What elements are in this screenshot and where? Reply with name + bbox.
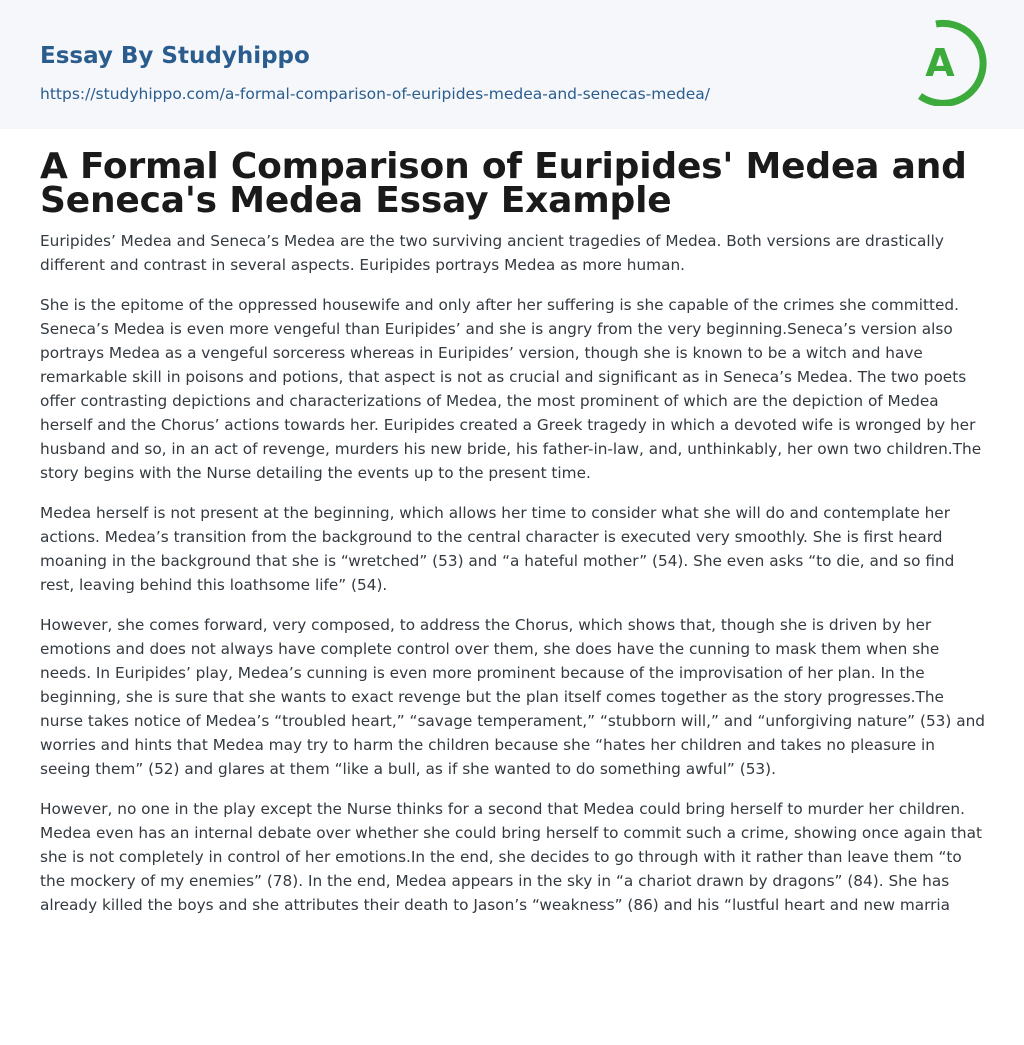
page-title: A Formal Comparison of Euripides' Medea and Seneca's Medea Essay Example <box>40 146 967 221</box>
site-header <box>0 0 1024 129</box>
studyhippo-logo-icon[interactable] <box>912 18 988 106</box>
essay-paragraph: Medea herself is not present at the beginning, which allows her time to consider what she will do and contemplate her actions. Medea’s transition from the background to the central character is executed very smoothly. She is first heard moaning in the background that she is “wretched” (53) and “a hateful mother” (54). She even asks “to die, and so find rest, leaving behind this loathsome life” (54). <box>40 504 955 594</box>
essay-paragraph: However, she comes forward, very composed, to address the Chorus, which shows that, though she is driven by her emotions and does not always have complete control over them, she does have the cunning to mask them when she needs. In Euripides’ play, Medea’s cunning is even more prominent because of the improvisation of her plan. In the beginning, she is sure that she wants to exact revenge but the plan itself comes together as the story progresses.The nurse takes notice of Medea’s “troubled heart,” “savage temperament,” “stubborn will,” and “unforgiving nature” (53) and worries and hints that Medea may try to harm the children because she “hates her children and takes no pleasure in seeing them” (52) and glares at them “like a bull, as if she wanted to do something awful” (53). <box>40 616 986 778</box>
logo-letter: A <box>925 41 955 85</box>
essay-body <box>40 229 988 933</box>
site-brand[interactable]: Essay By Studyhippo <box>40 43 310 69</box>
source-url-link[interactable]: https://studyhippo.com/a-formal-comparison-of-euripides-medea-and-senecas-medea/ <box>40 85 710 103</box>
essay-paragraph: Euripides’ Medea and Seneca’s Medea are the two surviving ancient tragedies of Medea. Both versions are drastically different and contrast in several aspects. Euripides portrays Medea as more human. <box>40 232 944 274</box>
essay-paragraph: However, no one in the play except the Nurse thinks for a second that Medea could bring herself to murder her children. Medea even has an internal debate over whether she could bring herself to commit such a crime, showing once again that she is not completely in control of her emotions.In the end, she decides to go through with it rather than leave them “to the mockery of my enemies” (78). In the end, Medea appears in the sky in “a chariot drawn by dragons” (84). She has already killed the boys and she attributes their death to Jason’s “weakness” (86) and his “lustful heart and new marria <box>40 800 982 914</box>
essay-paragraph: She is the epitome of the oppressed housewife and only after her suffering is she capable of the crimes she committed. Seneca’s Medea is even more vengeful than Euripides’ and she is angry from the very beginning.Seneca’s version also portrays Medea as a vengeful sorceress whereas in Euripides’ version, though she is known to be a witch and have remarkable skill in poisons and potions, that aspect is not as crucial and significant as in Seneca’s Medea. The two poets offer contrasting depictions and characterizations of Medea, the most prominent of which are the depiction of Medea herself and the Chorus’ actions towards her. Euripides created a Greek tragedy in which a devoted wife is wronged by her husband and so, in an act of revenge, murders his new bride, his father-in-law, and, unthinkably, her own two children.The story begins with the Nurse detailing the events up to the present time. <box>40 296 982 482</box>
